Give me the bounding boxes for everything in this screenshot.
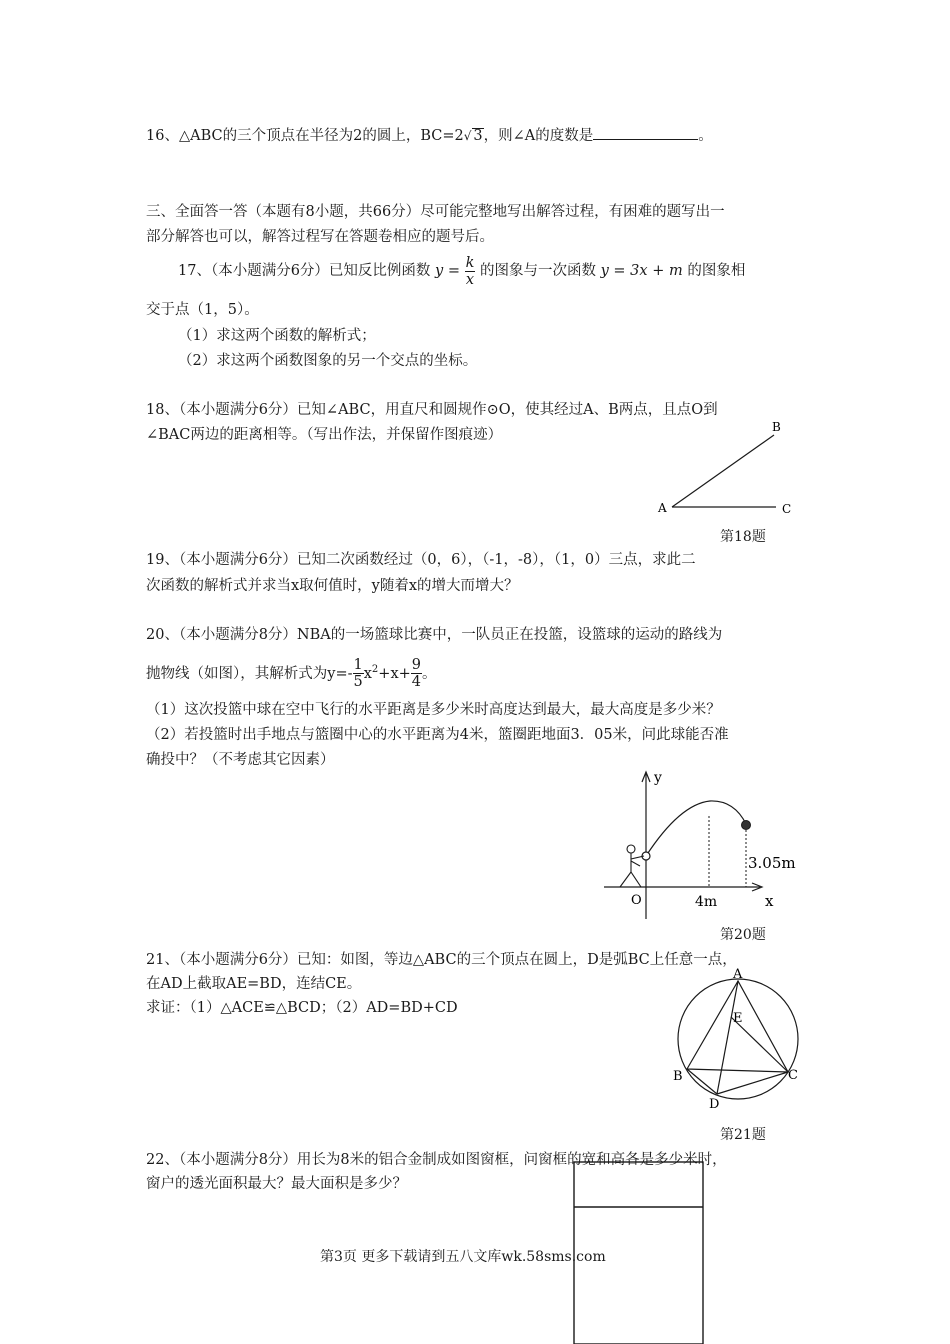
q22-line2: 窗户的透光面积最大？最大面积是多少？ — [146, 1176, 407, 1192]
q20-caption: 第20题 — [720, 927, 766, 943]
height-label: 3.05m — [748, 854, 796, 872]
label-c: C — [788, 1068, 798, 1083]
q21-line3: 求证：（1）△ACE≌△BCD；（2）AD=BD+CD — [146, 1000, 458, 1016]
q19-line1: 19、（本小题满分6分）已知二次函数经过（0，6），（-1，-8），（1，0）三点，求此二 — [146, 552, 696, 568]
label-c: C — [782, 502, 792, 516]
q21-line2: 在AD上截取AE=BD，连结CE。 — [146, 976, 362, 992]
q16-end: 。 — [698, 128, 713, 144]
q20-x2: x — [363, 665, 372, 682]
q20-line1: 20、（本小题满分8分）NBA的一场篮球比赛中，一队员正在投篮，设篮球的运动的路线为 — [146, 627, 723, 643]
q20-part2: （2）若投篮时出手地点与篮圈中心的水平距离为4米，篮圈距地面3．05米，问此球能否准 — [146, 727, 729, 743]
q16-sqrt: 3 — [473, 128, 483, 144]
section3-line2: 部分解答也可以，解答过程写在答题卷相应的题号后。 — [146, 229, 494, 245]
q18-line1: 18、（本小题满分6分）已知∠ABC，用直尺和圆规作⊙O，使其经过A、B两点，且点O到 — [146, 402, 718, 418]
player-leg-left — [620, 872, 631, 887]
q16-line: 16、△ABC的三个顶点在半径为2的圆上，BC=2√ 3，则∠A的度数是 。 — [146, 125, 713, 146]
q16-prefix: 16、△ABC的三个顶点在半径为2的圆上，BC=2 — [146, 128, 464, 144]
player-arm2 — [631, 861, 640, 866]
q20-frac2-den: 4 — [411, 674, 422, 691]
q18-caption: 第18题 — [720, 529, 766, 545]
player-leg-right — [631, 872, 641, 887]
y-axis-label: y — [654, 770, 662, 786]
segment-bd — [687, 1069, 717, 1094]
q20-frac2 — [411, 657, 422, 690]
label-d: D — [709, 1097, 720, 1112]
q17-line2: 交于点（1，5）。 — [146, 302, 259, 318]
label-b: B — [673, 1069, 683, 1084]
q16-suffix: ，则∠A的度数是 — [483, 128, 594, 144]
q17-part1: （1）求这两个函数的解析式； — [178, 328, 376, 344]
answer-blank — [593, 125, 698, 140]
q22-line1: 22、（本小题满分8分）用长为8米的铝合金制成如图窗框，问窗框的宽和高各是多少米时， — [146, 1152, 727, 1168]
q17-y-eq: y = — [435, 263, 460, 279]
q21-line1: 21、（本小题满分6分）已知：如图，等边△ABC的三个顶点在圆上，D是弧BC上任意一点， — [146, 952, 737, 968]
q20-mid: +x+ — [378, 665, 411, 682]
origin-label: O — [631, 893, 642, 908]
circumcircle — [678, 979, 798, 1099]
section3-line1: 三、全面答一答（本题有8小题，共66分）尽可能完整地写出解答过程，有困难的题写出一 — [146, 204, 725, 220]
q18-angle-figure — [650, 418, 800, 518]
triangle-abc — [687, 981, 788, 1072]
x-axis-label: x — [765, 892, 774, 910]
q20-frac1-num: 1 — [353, 657, 363, 674]
q17-frac-num: k — [465, 254, 475, 271]
q17-intro: 17、（本小题满分6分）已知反比例函数 — [178, 263, 431, 279]
q17-mid: 的图象与一次函数 — [480, 263, 597, 279]
ball-trajectory — [646, 801, 746, 856]
q19-line2: 次函数的解析式并求当x取何值时，y随着x的增大而增大？ — [146, 578, 519, 594]
distance-label: 4m — [695, 894, 718, 910]
label-b: B — [772, 420, 781, 434]
q18-line2: ∠BAC两边的距离相等。（写出作法，并保留作图痕迹） — [146, 427, 503, 443]
player-head — [627, 845, 635, 853]
q17-line1 — [178, 254, 745, 288]
q20-part2b: 确投中？（不考虑其它因素） — [146, 752, 335, 768]
q20-prefix: 抛物线（如图），其解析式为y=- — [146, 665, 353, 682]
ray-ab — [672, 435, 774, 507]
hoop-ball — [742, 821, 751, 830]
q17-frac-den: x — [465, 271, 475, 288]
q17-fraction — [465, 255, 476, 288]
label-e: E — [733, 1011, 743, 1026]
label-a: A — [658, 501, 667, 515]
q20-frac1 — [353, 657, 364, 690]
q17-part2: （2）求这两个函数图象的另一个交点的坐标。 — [178, 353, 478, 369]
q20-part1: （1）这次投篮中球在空中飞行的水平距离是多少米时高度达到最大，最大高度是多少米？ — [146, 702, 721, 718]
q20-end: 。 — [422, 665, 437, 682]
q17-linear: y = 3x + m — [600, 263, 683, 279]
q20-frac2-num: 9 — [411, 657, 422, 674]
segment-cd — [717, 1072, 788, 1094]
q20-line2 — [146, 650, 437, 694]
q21-circle-figure — [665, 965, 815, 1115]
q20-basketball-figure — [598, 764, 813, 924]
q20-frac1-den: 5 — [353, 674, 363, 691]
q17-end: 的图象相 — [687, 263, 746, 279]
q20-exponent: 2 — [371, 664, 379, 675]
q21-caption: 第21题 — [720, 1127, 766, 1143]
label-a: A — [733, 967, 743, 982]
page-footer: 第3页 更多下载请到五八文库wk.58sms.com — [320, 1249, 606, 1265]
